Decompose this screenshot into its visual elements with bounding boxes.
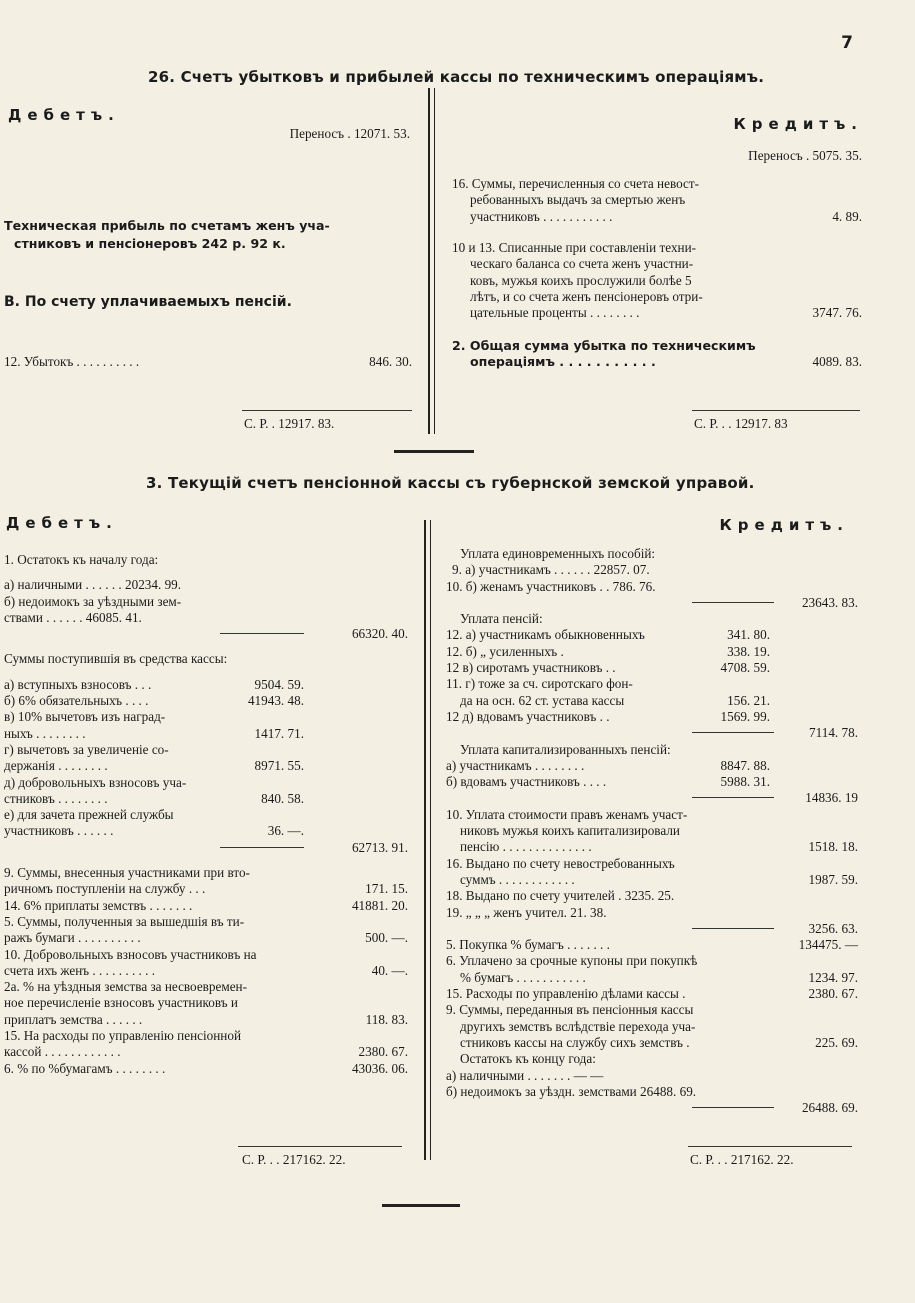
ledger-line: [4, 668, 408, 677]
ledger-line: [4, 914, 408, 930]
line-text: 14. 6% приплаты земствъ . . . . . . .: [4, 897, 193, 913]
line-amount: 134475. —: [798, 937, 858, 953]
line-subamount: 1417. 71.: [254, 725, 304, 741]
ledger-line: [4, 552, 408, 568]
ledger-line: [4, 1061, 408, 1077]
line-text: 9. а) участникамъ . . . . . . 22857. 07.: [452, 562, 650, 578]
line-text: счета ихъ женъ . . . . . . . . . .: [4, 962, 156, 978]
line-amount: 40. —.: [371, 962, 408, 978]
ledger-line: [4, 947, 408, 963]
section26-debet-label: Дебетъ.: [8, 106, 120, 124]
profit-line-1: Техническая прибыль по счетамъ женъ уча-: [4, 218, 330, 233]
line-text: 2а. % на уѣздныя земства за несвоевремен-: [4, 979, 247, 995]
kredit-item16: 16. Суммы, перечисленныя со счета невост- ребованныхъ выдачъ за смертью женъ участниковъ . . . . . . . . . . . 4. 89.: [452, 176, 862, 224]
ledger-line: [446, 1084, 858, 1100]
line-text: 19. „ „ „ женъ учител. 21. 38.: [446, 904, 607, 920]
ledger-line: [446, 644, 858, 660]
line-text: а) участникамъ . . . . . . . .: [446, 757, 585, 773]
ledger-line: [4, 577, 408, 593]
ledger-line: [4, 775, 408, 791]
ledger-line: [4, 677, 408, 693]
line-text: 12 в) сиротамъ участниковъ . .: [446, 660, 616, 676]
ledger-line: [4, 979, 408, 995]
section26-debet-total-rule: [242, 410, 412, 411]
line-text: ствами . . . . . . 46085. 41.: [4, 609, 142, 625]
ledger-line: [4, 742, 408, 758]
subtotal-rule: [220, 633, 304, 634]
ledger-line: [446, 1002, 858, 1018]
line-amount: 1518. 18.: [808, 839, 858, 855]
section3-debet-total-rule: [238, 1146, 402, 1147]
line-text: Уплата пенсій:: [460, 611, 543, 627]
ledger-line: [4, 651, 408, 667]
debet-carry: Переносъ . 12071. 53.: [289, 126, 410, 141]
ledger-line: [4, 594, 408, 610]
ledger-line: [446, 611, 858, 627]
line-text: Уплата единовременныхъ пособій:: [460, 546, 656, 561]
section3-debet-column: [4, 552, 408, 1077]
line-amount: 66320. 40.: [351, 626, 408, 642]
ledger-line: [4, 568, 408, 577]
line-text: кассой . . . . . . . . . . . .: [4, 1044, 121, 1060]
ledger-line: [4, 1012, 408, 1028]
line-amount: 62713. 91.: [351, 839, 408, 855]
line-text: 15. Расходы по управленію дѣлами кассы .: [446, 986, 686, 1002]
ledger-line: [446, 709, 858, 725]
line-text: ное перечисленіе взносовъ участниковъ и: [4, 995, 238, 1011]
ledger-line: [4, 807, 408, 823]
line-amount: 43036. 06.: [351, 1060, 408, 1076]
section26-debet-column: [8, 126, 410, 142]
ledger-line: [446, 970, 858, 986]
line-amount: 2380. 67.: [358, 1044, 408, 1060]
line-amount: 3256. 63.: [808, 920, 858, 936]
section26-debet-profit: [4, 218, 424, 253]
line-text: 10. б) женамъ участниковъ . . 786. 76.: [446, 578, 656, 594]
line-text: Остатокъ къ концу года:: [460, 1051, 596, 1067]
ledger-line: [446, 676, 858, 692]
ledger-line: [446, 807, 858, 823]
ledger-line: [446, 725, 858, 741]
kredit-item10-13: 10 и 13. Списанные при составленіи техни- ческаго баланса со счета женъ участни- ковъ, мужья коихъ прослужили болѣе 5 лѣтъ, и со счета женъ пенсіонеровъ отри- цательные проценты . . . . . . . . 3747. 76.: [452, 240, 862, 321]
line-text: приплатъ земства . . . . . .: [4, 1011, 143, 1027]
line-text: 10. Уплата стоимости правъ женамъ участ-: [446, 806, 688, 822]
line-amount: 23643. 83.: [801, 594, 858, 610]
ledger-line: [4, 995, 408, 1011]
ledger-line: [4, 726, 408, 742]
ledger-line: [446, 660, 858, 676]
line-text: 18. Выдано по счету учителей . 3235. 25.: [446, 888, 675, 904]
line-amount: 2380. 67.: [808, 986, 858, 1002]
line-subamount: 5988. 31.: [720, 774, 770, 790]
line-subamount: 338. 19.: [727, 643, 770, 659]
line-text: а) наличными . . . . . . . — —: [446, 1067, 604, 1083]
ledger-line: [446, 1035, 858, 1051]
line-text: е) для зачета прежней службы: [4, 807, 174, 823]
line-text: стниковъ кассы на службу сихъ земствъ .: [460, 1034, 690, 1050]
subtotal-rule: [692, 1107, 774, 1108]
section26-kredit-label: Кредитъ.: [733, 115, 863, 133]
subsection-b-title: В. По счету уплачиваемыхъ пенсій.: [4, 294, 292, 310]
profit-line-2: стниковъ и пенсіонеровъ 242 р. 92 к.: [14, 236, 286, 252]
line-text: 9. Суммы, переданныя въ пенсіонныя кассы: [446, 1002, 694, 1018]
line-text: д) добровольныхъ взносовъ уча-: [4, 774, 187, 790]
ledger-line: [446, 953, 858, 969]
subtotal-rule: [220, 847, 304, 848]
line-text: никовъ мужья коихъ капитализировали: [460, 823, 680, 839]
line-text: другихъ земствъ вслѣдствіе перехода уча-: [460, 1018, 696, 1034]
line-subamount: 8971. 55.: [254, 758, 304, 774]
line-text: участниковъ . . . . . .: [4, 823, 114, 839]
line-amount: 171. 15.: [365, 881, 408, 897]
line-text: 11. г) тоже за сч. сиротскаго фон-: [446, 676, 633, 692]
ledger-line: [446, 579, 858, 595]
ledger-line: [446, 1100, 858, 1116]
line-amount: 225. 69.: [815, 1034, 858, 1050]
ledger-line: [4, 791, 408, 807]
line-text: 10. Добровольныхъ взносовъ участниковъ на: [4, 946, 257, 962]
line-subamount: 9504. 59.: [254, 676, 304, 692]
ledger-line: [4, 642, 408, 651]
kredit-item2: 2. Общая сумма убытка по техническимъ операціямъ . . . . . . . . . . . 4089. 83.: [452, 338, 862, 370]
page-number: 7: [841, 33, 853, 53]
ledger-line: [446, 546, 858, 562]
ledger-line: [4, 881, 408, 897]
ledger-line: [4, 693, 408, 709]
line-text: 15. На расходы по управленію пенсіонной: [4, 1028, 242, 1044]
line-text: суммъ . . . . . . . . . . . .: [460, 871, 575, 887]
ledger-line: [446, 595, 858, 611]
subtotal-rule: [692, 602, 774, 603]
section3-kredit-total-rule: [688, 1146, 852, 1147]
line-text: 5. Покупка % бумагъ . . . . . . .: [446, 937, 610, 953]
ledger-line: [4, 709, 408, 725]
ledger-line: [446, 839, 858, 855]
ledger-line: [446, 1019, 858, 1035]
section-separator-rule: [394, 450, 474, 453]
line-text: г) вычетовъ за увеличеніе со-: [4, 741, 169, 757]
ledger-line: [446, 1068, 858, 1084]
ledger-line: [4, 610, 408, 626]
ledger-line: [446, 937, 858, 953]
ledger-line: [4, 758, 408, 774]
line-text: 16. Выдано по счету невостребованныхъ: [446, 855, 675, 871]
line-text: а) вступныхъ взносовъ . . .: [4, 676, 152, 692]
line-amount: 118. 83.: [365, 1011, 408, 1027]
ledger-line: [4, 856, 408, 865]
line-amount: 500. —.: [365, 930, 408, 946]
line-subamount: 36. —.: [267, 823, 304, 839]
ledger-line: [446, 693, 858, 709]
ledger-line: [4, 865, 408, 881]
line-amount: 26488. 69.: [801, 1100, 858, 1116]
item12-text: 12. Убытокъ . . . . . . . . . .: [4, 354, 140, 369]
section3-kredit-column: [446, 546, 858, 1116]
section26-kredit-total: С. Р. . . 12917. 83: [694, 416, 788, 431]
section26-title: 26. Счетъ убытковъ и прибылей кассы по техническимъ операціямъ.: [148, 68, 765, 86]
line-text: 12. а) участникамъ обыкновенныхъ: [446, 627, 645, 643]
ledger-line: [446, 986, 858, 1002]
line-text: да на осн. 62 ст. устава кассы: [460, 692, 625, 708]
ledger-line: [4, 1044, 408, 1060]
section3-kredit-label: Кредитъ.: [719, 516, 849, 534]
ledger-line: [446, 562, 858, 578]
line-text: ныхъ . . . . . . . .: [4, 725, 86, 741]
ledger-line: [446, 627, 858, 643]
line-text: ражъ бумаги . . . . . . . . . .: [4, 930, 141, 946]
line-text: пенсію . . . . . . . . . . . . . .: [460, 839, 592, 855]
ledger-line: [446, 823, 858, 839]
ledger-line: [446, 790, 858, 806]
line-text: б) недоимокъ за уѣздн. земствами 26488. 69.: [446, 1083, 697, 1099]
section3-debet-label: Дебетъ.: [6, 514, 118, 532]
section26-debet-total: С. Р. . 12917. 83.: [244, 416, 335, 431]
line-text: а) наличными . . . . . . 20234. 99.: [4, 577, 182, 593]
line-text: 5. Суммы, полученныя за вышедшія въ ти-: [4, 913, 245, 929]
line-text: Уплата капитализированныхъ пенсій:: [460, 741, 671, 757]
ledger-line: [4, 1028, 408, 1044]
line-text: в) 10% вычетовъ изъ наград-: [4, 709, 166, 725]
ledger-line: [446, 888, 858, 904]
kredit-carry: Переносъ . 5075. 35.: [748, 148, 862, 163]
section26-kredit-total-rule: [692, 410, 860, 411]
line-text: 12 д) вдовамъ участниковъ . .: [446, 708, 610, 724]
line-subamount: 840. 58.: [261, 790, 304, 806]
subtotal-rule: [692, 797, 774, 798]
line-subamount: 341. 80.: [727, 627, 770, 643]
section3-debet-total: С. Р. . . 217162. 22.: [242, 1152, 346, 1167]
line-subamount: 4708. 59.: [720, 660, 770, 676]
line-subamount: 1569. 99.: [720, 708, 770, 724]
ledger-line: [446, 758, 858, 774]
line-text: 12. б) „ усиленныхъ .: [446, 643, 564, 659]
line-text: 9. Суммы, внесенныя участниками при вто-: [4, 865, 250, 881]
ledger-line: [446, 1051, 858, 1067]
line-subamount: 41943. 48.: [247, 693, 304, 709]
ledger-line: [446, 856, 858, 872]
section3-column-divider: [424, 520, 426, 1160]
line-subamount: 8847. 88.: [720, 757, 770, 773]
ledger-line: [4, 963, 408, 979]
line-text: 6. Уплачено за срочные купоны при покупкѣ: [446, 953, 698, 969]
line-text: б) недоимокъ за уѣздными зем-: [4, 593, 182, 609]
line-text: % бумагъ . . . . . . . . . . .: [460, 969, 586, 985]
ledger-line: [4, 626, 408, 642]
line-text: держанія . . . . . . . .: [4, 758, 108, 774]
line-text: б) 6% обязательныхъ . . . .: [4, 693, 149, 709]
line-amount: 1987. 59.: [808, 871, 858, 887]
line-text: б) вдовамъ участниковъ . . . .: [446, 774, 607, 790]
subtotal-rule: [692, 732, 774, 733]
ledger-line: [4, 840, 408, 856]
line-amount: 41881. 20.: [351, 897, 408, 913]
line-text: Суммы поступившія въ средства кассы:: [4, 651, 228, 667]
section3-kredit-total: С. Р. . . 217162. 22.: [690, 1152, 794, 1167]
section26-column-divider: [428, 88, 430, 434]
ledger-line: [446, 742, 858, 758]
subtotal-rule: [692, 928, 774, 929]
line-text: ричномъ поступленіи на службу . . .: [4, 881, 206, 897]
line-text: стниковъ . . . . . . . .: [4, 790, 108, 806]
section26-kredit-column: [452, 148, 862, 164]
ledger-line: [446, 921, 858, 937]
section3-title: 3. Текущій счетъ пенсіонной кассы съ губернской земской управой.: [146, 474, 755, 492]
ledger-line: [446, 774, 858, 790]
line-amount: 14836. 19: [805, 790, 858, 806]
ledger-line: [446, 872, 858, 888]
ledger-line: [4, 898, 408, 914]
bottom-separator-rule: [382, 1204, 460, 1207]
line-text: 6. % по %бумагамъ . . . . . . . .: [4, 1060, 166, 1076]
line-amount: 1234. 97.: [808, 969, 858, 985]
ledger-line: [446, 905, 858, 921]
ledger-line: [4, 930, 408, 946]
line-amount: 7114. 78.: [809, 725, 858, 741]
item12-amount: 846. 30.: [369, 354, 412, 369]
ledger-line: [4, 823, 408, 839]
line-subamount: 156. 21.: [727, 692, 770, 708]
line-text: 1. Остатокъ къ началу года:: [4, 552, 159, 567]
